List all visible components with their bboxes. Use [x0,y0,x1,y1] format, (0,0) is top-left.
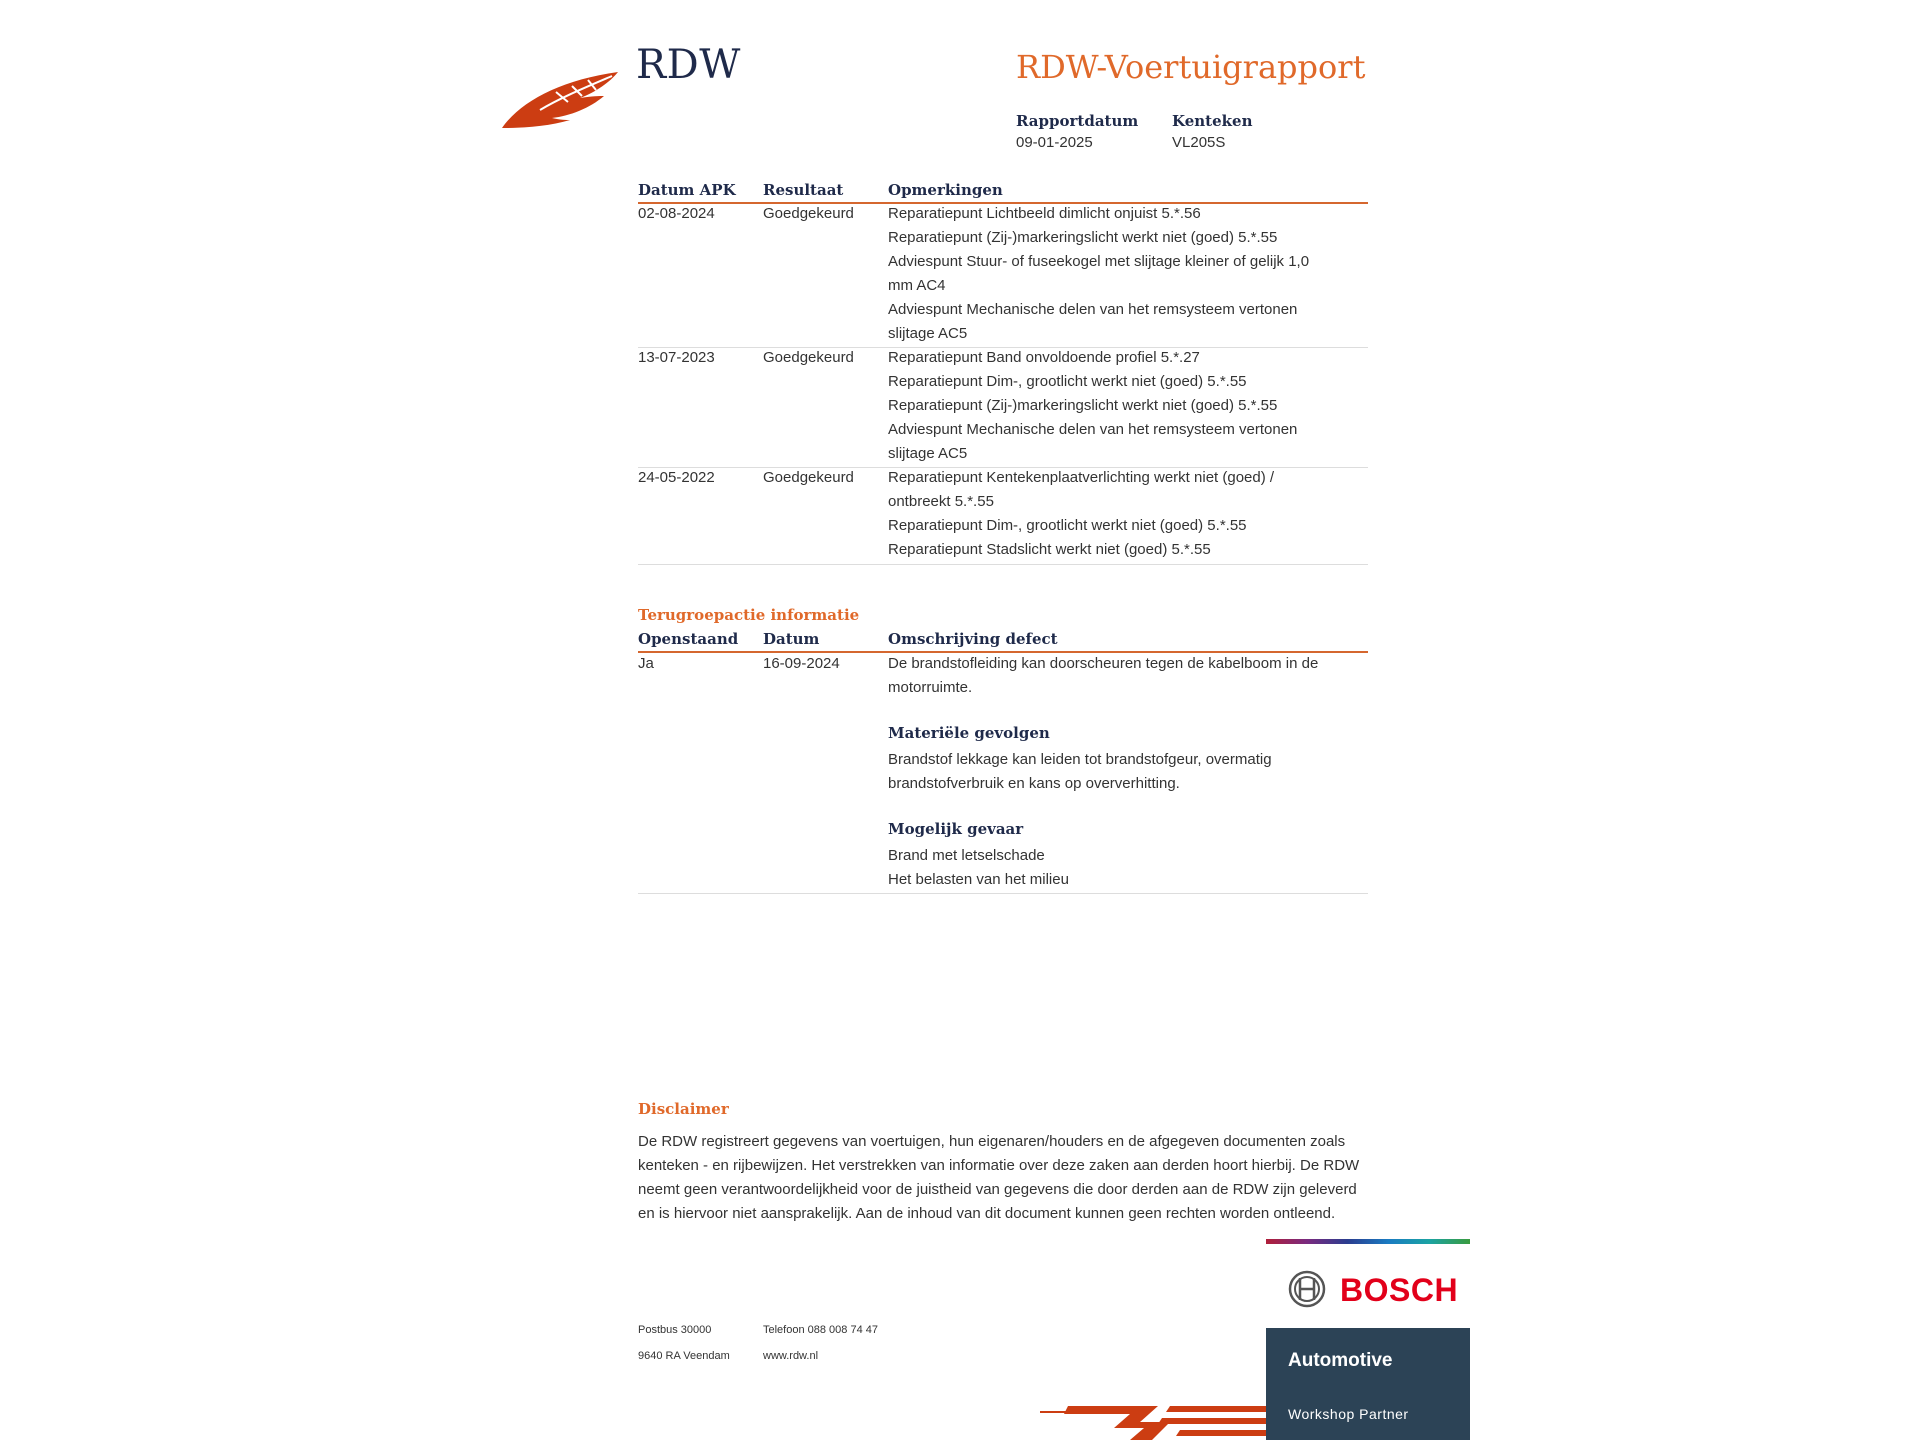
brand-name: RDW [636,42,741,88]
footer-postbus: Postbus 30000 [638,1324,712,1336]
disclaimer-text: De RDW registreert gegevens van voertuigen, hun eigenaren/houders en de afgegeven documenten zoals kenteken - en rijbewijzen. Het verstrekken van informatie over deze zaken aan derden hoort hierbij. De RDW neemt geen verantwoordelijkheid voor de juistheid van gegevens die door derden aan de RDW zijn geleverd en is hiervoor niet aansprakelijk. Aan de inhoud van dit document kunnen geen rechten worden ontleend. [638,1133,1360,1222]
recall-header-date: Datum [763,630,820,648]
plate-label: Kenteken [1172,112,1253,130]
disclaimer-title: Disclaimer [638,1100,729,1118]
material-consequences-title: Materiële gevolgen [888,724,1050,742]
remark: Adviespunt Stuur- of fuseekogel met slijtage kleiner of gelijk 1,0 mm AC4 [888,253,1310,294]
bosch-partner-panel [1266,1328,1470,1440]
plate-value: VL205S [1172,134,1226,151]
apk-row-3-date: 24-05-2022 [638,469,715,486]
bosch-workshop-badge [1266,1239,1470,1440]
page-title: RDW-Voertuigrapport [1016,48,1366,86]
bosch-armature-icon [1288,1270,1326,1308]
apk-row-2-result: Goedgekeurd [763,349,854,366]
possible-danger-list [888,844,1338,892]
recall-header-open: Openstaand [638,630,739,648]
footer-phone: Telefoon 088 008 74 47 [763,1324,878,1336]
apk-row-2-remarks [888,346,1338,466]
apk-row-2-date: 13-07-2023 [638,349,715,366]
apk-header-date: Datum APK [638,181,736,199]
remark: Adviespunt Mechanische delen van het remsysteem vertonen slijtage AC5 [888,301,1298,342]
remark: Reparatiepunt Stadslicht werkt niet (goed) 5.*.55 [888,541,1211,558]
recall-date-value: 16-09-2024 [763,655,840,672]
apk-row-3-remarks [888,466,1338,562]
remark: Reparatiepunt Band onvoldoende profiel 5.*.27 [888,349,1200,366]
bosch-automotive-label: Automotive [1288,1350,1393,1371]
remark: Adviespunt Mechanische delen van het remsysteem vertonen slijtage AC5 [888,421,1298,462]
apk-row-3-result: Goedgekeurd [763,469,854,486]
bosch-logo-area [1266,1244,1470,1328]
footer-city: 9640 RA Veendam [638,1350,730,1362]
recall-header-description: Omschrijving defect [888,630,1058,648]
remark: Reparatiepunt Dim-, grootlicht werkt niet (goed) 5.*.55 [888,373,1247,390]
possible-danger-title: Mogelijk gevaar [888,820,1024,838]
remark: Reparatiepunt Lichtbeeld dimlicht onjuist 5.*.56 [888,205,1201,222]
rdw-logo-icon [500,62,625,132]
recall-section-title: Terugroepactie informatie [638,606,860,624]
material-consequences-text: Brandstof lekkage kan leiden tot brandstofgeur, overmatig brandstofverbruik en kans op oververhitting. [888,751,1272,792]
apk-row-1-date: 02-08-2024 [638,205,715,222]
recall-open-value: Ja [638,655,654,672]
danger-item: Het belasten van het milieu [888,871,1069,888]
remark: Reparatiepunt Kentekenplaatverlichting werkt niet (goed) / ontbreekt 5.*.55 [888,469,1275,510]
apk-row-1-remarks [888,202,1338,346]
row-divider [638,564,1368,565]
recall-description: De brandstofleiding kan doorscheuren tegen de kabelboom in de motorruimte. [888,655,1319,696]
apk-header-result: Resultaat [763,181,844,199]
report-date-label: Rapportdatum [1016,112,1139,130]
remark: Reparatiepunt Dim-, grootlicht werkt niet (goed) 5.*.55 [888,517,1247,534]
rdw-stripes-icon [1040,1400,1270,1440]
report-date-value: 09-01-2025 [1016,134,1093,151]
row-divider [638,893,1368,894]
danger-item: Brand met letselschade [888,847,1045,864]
remark: Reparatiepunt (Zij-)markeringslicht werkt niet (goed) 5.*.55 [888,229,1278,246]
apk-row-1-result: Goedgekeurd [763,205,854,222]
bosch-partner-label: Workshop Partner [1288,1406,1409,1422]
apk-header-remarks: Opmerkingen [888,181,1003,199]
remark: Reparatiepunt (Zij-)markeringslicht werkt niet (goed) 5.*.55 [888,397,1278,414]
bosch-wordmark: BOSCH [1340,1272,1459,1308]
footer-web[interactable]: www.rdw.nl [763,1350,819,1362]
